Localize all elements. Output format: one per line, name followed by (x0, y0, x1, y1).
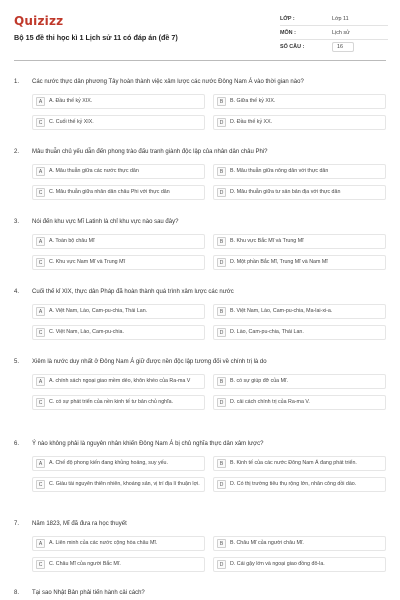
option-letter: C (36, 188, 45, 197)
option-text: B. Mâu thuẫn giữa nông dân với thực dân (230, 168, 329, 174)
option-text: D. Mâu thuẫn giữa tư sản bản địa với thực dân (230, 189, 341, 195)
question-text: Tại sao Nhật Bản phải tiến hành cải cách? (32, 590, 145, 596)
option-letter: D (217, 188, 226, 197)
meta-row-subject (280, 26, 388, 40)
meta-value: 16 (332, 42, 354, 52)
option-text: B. có sự giúp đỡ của Mĩ. (230, 378, 288, 384)
question-number: 8. (14, 590, 20, 596)
option-letter: A (36, 377, 45, 386)
answer-option[interactable] (32, 477, 205, 492)
option-letter: B (217, 539, 226, 548)
option-letter: C (36, 398, 45, 407)
option-letter: C (36, 560, 45, 569)
option-text: D. Lào, Cam-pu-chia, Thái Lan. (230, 329, 304, 335)
question-number: 2. (14, 149, 20, 155)
meta-row-count (280, 40, 388, 54)
answer-option[interactable] (213, 477, 386, 492)
question-text: Xiêm là nước duy nhất ở Đông Nam Á giữ được nền độc lập tương đối về chính trị là do (32, 359, 267, 365)
question-number: 7. (14, 521, 20, 527)
option-text: C. có sự phát triển của nền kinh tế tư bản chủ nghĩa. (49, 399, 173, 405)
option-text: C. Mâu thuẫn giữa nhân dân châu Phi với thực dân (49, 189, 170, 195)
answer-option[interactable] (32, 94, 205, 109)
meta-label: LỚP : (280, 15, 295, 22)
option-text: C. Việt Nam, Lào, Cam-pu-chia. (49, 329, 124, 335)
answer-option[interactable] (32, 557, 205, 572)
question-text: Mâu thuẫn chủ yếu dẫn đến phong trào đấu tranh giành độc lập của nhân dân châu Phi? (32, 149, 268, 155)
question-item (14, 358, 386, 410)
answer-option[interactable] (213, 456, 386, 471)
option-letter: B (217, 377, 226, 386)
answer-option[interactable] (213, 395, 386, 410)
answer-option[interactable] (213, 374, 386, 389)
option-letter: C (36, 258, 45, 267)
option-letter: B (217, 167, 226, 176)
option-text: A. Liên minh của các nước cộng hòa châu Mĩ. (49, 540, 158, 546)
option-text: D. cải cách chính trị của Ra-ma V. (230, 399, 310, 405)
option-letter: B (217, 307, 226, 316)
answer-option[interactable] (32, 536, 205, 551)
answer-option[interactable] (32, 234, 205, 249)
option-text: D. Đầu thế kỷ XX. (230, 119, 273, 125)
question-number: 6. (14, 441, 20, 447)
meta-label: SỐ CÂU : (280, 44, 305, 50)
option-text: D. Một phần Bắc Mĩ, Trung Mĩ và Nam Mĩ (230, 259, 328, 265)
option-letter: D (217, 118, 226, 127)
option-letter: A (36, 307, 45, 316)
meta-panel (280, 12, 388, 54)
page-title: Bộ 15 đề thi học kì 1 Lịch sử 11 có đáp án (đề 7) (14, 33, 178, 42)
option-letter: C (36, 118, 45, 127)
option-letter: A (36, 237, 45, 246)
option-text: C. Cuối thế kỷ XIX. (49, 119, 94, 125)
option-letter: D (217, 398, 226, 407)
answer-option[interactable] (32, 115, 205, 130)
option-text: B. Việt Nam, Lào, Cam-pu-chia, Ma-lai-xi-a. (230, 308, 333, 314)
question-item (14, 589, 386, 597)
question-number: 3. (14, 219, 20, 225)
option-text: C. Khu vực Nam Mĩ và Trung Mĩ (49, 259, 125, 265)
option-text: C. Giàu tài nguyên thiên nhiên, khoáng sản, vị trí địa lí thuận lợi. (49, 481, 200, 487)
question-item (14, 288, 386, 340)
option-text: A. chính sách ngoại giao mềm dẻo, khôn khéo của Ra-ma V (49, 378, 191, 384)
answer-option[interactable] (32, 395, 205, 410)
meta-row-class (280, 12, 388, 26)
option-letter: B (217, 237, 226, 246)
answer-option[interactable] (213, 304, 386, 319)
option-text: A. Chế độ phong kiến đang khủng hoảng, suy yếu. (49, 460, 168, 466)
answer-option[interactable] (213, 325, 386, 340)
option-letter: B (217, 459, 226, 468)
option-text: D. Có thị trường tiêu thụ rộng lớn, nhân công dồi dào. (230, 481, 357, 487)
answer-option[interactable] (32, 185, 205, 200)
option-text: A. Mâu thuẫn giữa các nước thực dân (49, 168, 139, 174)
option-text: B. Giữa thế kỷ XIX. (230, 98, 276, 104)
quizizz-logo: Quizizz (14, 14, 64, 28)
option-letter: D (217, 480, 226, 489)
option-text: B. Khu vực Bắc Mĩ và Trung Mĩ (230, 238, 304, 244)
option-letter: D (217, 328, 226, 337)
option-letter: A (36, 539, 45, 548)
answer-option[interactable] (32, 255, 205, 270)
meta-value: Lớp 11 (332, 15, 349, 22)
option-letter: C (36, 328, 45, 337)
option-text: B. Kinh tế của các nước Đông Nam Á đang phát triển. (230, 460, 357, 466)
option-letter: A (36, 459, 45, 468)
option-letter: D (217, 258, 226, 267)
question-number: 1. (14, 79, 20, 85)
answer-option[interactable] (213, 164, 386, 179)
answer-option[interactable] (32, 304, 205, 319)
answer-option[interactable] (32, 456, 205, 471)
question-item (14, 440, 386, 492)
answer-option[interactable] (213, 536, 386, 551)
answer-option[interactable] (213, 255, 386, 270)
option-text: B. Châu Mĩ của người châu Mĩ. (230, 540, 304, 546)
question-item (14, 78, 386, 130)
option-text: A. Việt Nam, Lào, Cam-pu-chia, Thái Lan. (49, 308, 148, 314)
answer-option[interactable] (213, 557, 386, 572)
option-letter: C (36, 480, 45, 489)
question-item (14, 218, 386, 270)
header-divider (14, 60, 386, 61)
question-text: Các nước thực dân phương Tây hoàn thành việc xâm lược các nước Đông Nam Á vào thời gian nào? (32, 79, 304, 85)
answer-option[interactable] (32, 325, 205, 340)
option-text: D. Cái gậy lớn và ngoại giao đồng đô-la. (230, 561, 325, 567)
question-number: 4. (14, 289, 20, 295)
question-text: Cuối thế kỉ XIX, thực dân Pháp đã hoàn thành quá trình xâm lược các nước (32, 289, 234, 295)
question-text: Ý nào không phải là nguyên nhân khiến Đông Nam Á bị chủ nghĩa thực dân xâm lược? (32, 441, 264, 447)
question-number: 5. (14, 359, 20, 365)
answer-option[interactable] (32, 164, 205, 179)
answer-option[interactable] (213, 115, 386, 130)
question-item (14, 148, 386, 200)
question-text: Nói đến khu vực Mĩ Latinh là chỉ khu vực nào sau đây? (32, 219, 179, 225)
option-letter: A (36, 97, 45, 106)
question-item (14, 520, 386, 572)
answer-option[interactable] (32, 374, 205, 389)
meta-label: MÔN : (280, 29, 296, 36)
option-letter: B (217, 97, 226, 106)
option-letter: A (36, 167, 45, 176)
option-text: A. Toàn bộ châu Mĩ (49, 238, 95, 244)
option-text: A. Đầu thế kỷ XIX. (49, 98, 93, 104)
answer-option[interactable] (213, 234, 386, 249)
option-text: C. Châu Mĩ của người Bắc Mĩ. (49, 561, 121, 567)
answer-option[interactable] (213, 94, 386, 109)
option-letter: D (217, 560, 226, 569)
question-text: Năm 1823, Mĩ đã đưa ra học thuyết (32, 521, 127, 527)
answer-option[interactable] (213, 185, 386, 200)
meta-value: Lịch sử (332, 29, 350, 36)
